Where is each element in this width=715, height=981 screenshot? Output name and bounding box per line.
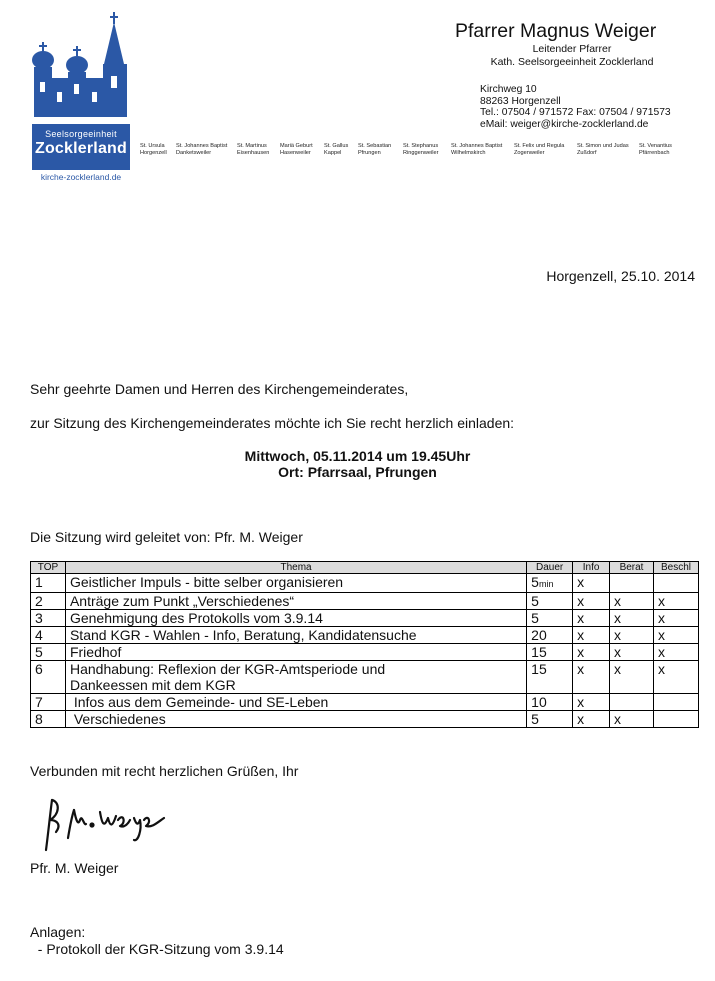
header-beschl: Beschl xyxy=(653,562,698,574)
parish-item: St. Stephanus Ringgenweiler xyxy=(403,143,439,156)
parish-item: St. Johannes Baptist Wilhelmskirch xyxy=(451,143,503,156)
cell-dauer: 5 xyxy=(527,610,573,627)
sender-city: 88263 Horgenzell xyxy=(480,95,561,107)
cell-top: 1 xyxy=(31,574,66,593)
sender-street: Kirchweg 10 xyxy=(480,84,537,95)
signature-image xyxy=(38,790,178,860)
logo-name: Zocklerland xyxy=(34,140,127,157)
cell-top: 3 xyxy=(31,610,66,627)
table-header-row xyxy=(31,562,699,574)
cell-thema: Genehmigung des Protokolls vom 3.9.14 xyxy=(65,610,526,627)
chair-text: Die Sitzung wird geleitet von: Pfr. M. Weiger xyxy=(30,529,303,545)
cell-berat: x xyxy=(610,644,654,661)
cell-info: x xyxy=(573,694,610,711)
cell-beschl: x xyxy=(653,661,698,694)
cell-top: 8 xyxy=(31,711,66,728)
signature-name: Pfr. M. Weiger xyxy=(30,860,119,876)
cell-beschl: x xyxy=(653,610,698,627)
closing-text: Verbunden mit recht herzlichen Grüßen, Ihr xyxy=(30,763,299,779)
church-icon xyxy=(30,12,130,124)
table-row xyxy=(31,574,699,593)
letter-date: Horgenzell, 25.10. 2014 xyxy=(546,268,695,284)
attachments-label: Anlagen: xyxy=(30,924,86,940)
cell-thema: Friedhof xyxy=(65,644,526,661)
cell-berat: x xyxy=(610,593,654,610)
cell-dauer: 5 xyxy=(527,711,573,728)
parish-item: Mariä Geburt Hasenweiler xyxy=(280,143,313,156)
cell-info: x xyxy=(573,593,610,610)
cell-beschl: x xyxy=(653,644,698,661)
header-dauer: Dauer xyxy=(527,562,573,574)
cell-thema: Infos aus dem Gemeinde- und SE-Leben xyxy=(65,694,526,711)
cell-beschl: x xyxy=(653,627,698,644)
table-row xyxy=(31,694,699,711)
sender-role: Leitender Pfarrer xyxy=(532,43,612,55)
meeting-location: Ort: Pfarrsaal, Pfrungen xyxy=(278,464,437,480)
parish-item: St. Sebastian Pfrungen xyxy=(358,143,392,156)
cell-top: 2 xyxy=(31,593,66,610)
header-info: Info xyxy=(573,562,610,574)
cell-info: x xyxy=(573,661,610,694)
header-thema: Thema xyxy=(65,562,526,574)
cell-info: x xyxy=(573,610,610,627)
table-row xyxy=(31,661,699,694)
cell-thema: Verschiedenes xyxy=(65,711,526,728)
logo-url: kirche-zocklerland.de xyxy=(40,172,122,182)
cell-berat: x xyxy=(610,661,654,694)
sender-name: Pfarrer Magnus Weiger xyxy=(455,20,657,42)
cell-top: 7 xyxy=(31,694,66,711)
header-top: TOP xyxy=(31,562,66,574)
cell-dauer: 15 xyxy=(527,661,573,694)
salutation: Sehr geehrte Damen und Herren des Kirchengemeinderates, xyxy=(30,381,409,397)
cell-thema: Stand KGR - Wahlen - Info, Beratung, Kandidatensuche xyxy=(65,627,526,644)
cell-dauer: 10 xyxy=(527,694,573,711)
parish-item: St. Gallus Kappel xyxy=(324,143,349,156)
logo-subtitle: Seelsorgeeinheit xyxy=(45,129,117,139)
agenda-table xyxy=(30,561,699,728)
cell-info: x xyxy=(573,644,610,661)
attachment-item: - Protokoll der KGR-Sitzung vom 3.9.14 xyxy=(30,941,284,957)
meeting-time: Mittwoch, 05.11.2014 um 19.45Uhr xyxy=(244,448,471,464)
cell-top: 6 xyxy=(31,661,66,694)
table-row xyxy=(31,610,699,627)
cell-berat xyxy=(610,574,654,593)
table-row xyxy=(31,593,699,610)
cell-berat xyxy=(610,694,654,711)
header-berat: Berat xyxy=(610,562,654,574)
cell-berat: x xyxy=(610,627,654,644)
cell-dauer: 20 xyxy=(527,627,573,644)
cell-info: x xyxy=(573,627,610,644)
sender-unit: Kath. Seelsorgeeinheit Zocklerland xyxy=(490,56,654,68)
parish-item: St. Martinus Eisenhausen xyxy=(237,143,270,156)
sender-block xyxy=(455,20,695,130)
parish-item: St. Ursula Horgenzell xyxy=(140,143,167,156)
cell-beschl xyxy=(653,694,698,711)
cell-dauer: 15 xyxy=(527,644,573,661)
table-row xyxy=(31,644,699,661)
cell-beschl xyxy=(653,574,698,593)
parish-item: St. Felix und Regula Zogenweiler xyxy=(514,143,565,156)
cell-dauer: 5 xyxy=(527,593,573,610)
parish-logo xyxy=(30,12,130,180)
intro-text: zur Sitzung des Kirchengemeinderates möchte ich Sie recht herzlich einladen: xyxy=(30,415,515,431)
cell-berat: x xyxy=(610,610,654,627)
sender-email[interactable]: eMail: weiger@kirche-zocklerland.de xyxy=(480,118,649,130)
sender-address xyxy=(480,84,671,130)
sender-phone: Tel.: 07504 / 971572 Fax: 07504 / 971573 xyxy=(480,107,671,119)
cell-beschl: x xyxy=(653,593,698,610)
cell-thema: Anträge zum Punkt „Verschiedenes“ xyxy=(65,593,526,610)
cell-thema: Handhabung: Reflexion der KGR-Amtsperiode und Dankeessen mit dem KGR xyxy=(65,661,526,694)
cell-info: x xyxy=(573,574,610,593)
cell-info: x xyxy=(573,711,610,728)
parish-item: St. Simon und Judas Zußdorf xyxy=(577,143,629,156)
cell-top: 5 xyxy=(31,644,66,661)
cell-berat: x xyxy=(610,711,654,728)
cell-beschl xyxy=(653,711,698,728)
parish-item: St. Venantius Pfärrenbach xyxy=(639,143,672,156)
parish-item: St. Johannes Baptist Danketsweiler xyxy=(176,143,228,156)
table-row xyxy=(31,711,699,728)
table-row xyxy=(31,627,699,644)
cell-top: 4 xyxy=(31,627,66,644)
cell-dauer: 5min xyxy=(527,574,573,593)
cell-thema: Geistlicher Impuls - bitte selber organisieren xyxy=(65,574,526,593)
duration-unit: min xyxy=(538,579,554,589)
